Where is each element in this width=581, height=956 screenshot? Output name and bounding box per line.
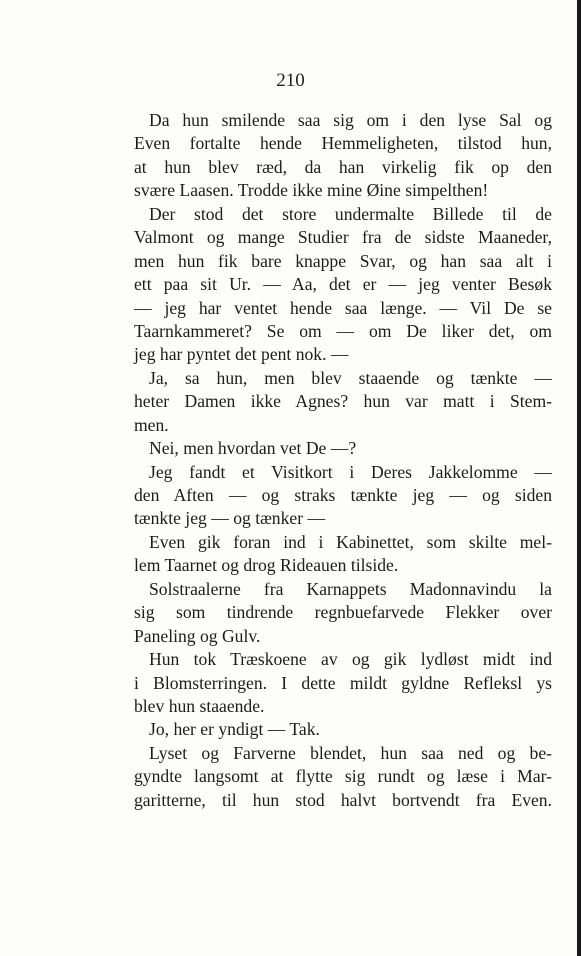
text-line: — jeg har ventet hende saa længe. — Vil De se: [134, 297, 552, 318]
text-line: Ja, sa hun, men blev staaende og tænkte —: [149, 367, 552, 388]
body-text: [134, 109, 552, 812]
text-line: ett paa sit Ur. — Aa, det er — jeg venter Besøk: [134, 274, 552, 295]
text-line: den Aften — og straks tænkte jeg — og siden: [134, 485, 552, 505]
text-line: garitterne, til hun stod halvt bortvendt fra Even.: [134, 789, 552, 810]
text-line: Even fortalte hende Hemmeligheten, tilstod hun,: [134, 133, 552, 154]
text-line: jeg har pyntet det pent nok. —: [134, 344, 349, 365]
page-edge-shadow: [577, 0, 581, 956]
text-line: blev hun staaende.: [134, 695, 265, 716]
page-number: 210: [276, 70, 305, 91]
text-line: i Blomsterringen. I dette mildt gyldne Refleksl ys: [134, 672, 552, 693]
text-line: men hun fik bare knappe Svar, og han saa alt i: [134, 250, 552, 271]
text-line: Lyset og Farverne blendet, hun saa ned og be-: [149, 742, 552, 763]
text-line: men.: [134, 414, 169, 435]
text-line: Taarnkammeret? Se om — om De liker det, om: [134, 320, 552, 341]
text-line: lem Taarnet og drog Rideauen tilside.: [134, 555, 399, 576]
text-line: Even gik foran ind i Kabinettet, som skilte mel-: [149, 531, 552, 552]
text-line: Da hun smilende saa sig om i den lyse Sal og: [149, 110, 552, 130]
text-line: Nei, men hvordan vet De —?: [149, 438, 357, 459]
text-line: Solstraalerne fra Karnappets Madonnavindu la: [149, 578, 552, 599]
text-line: Hun tok Træskoene av og gik lydløst midt ind: [149, 649, 552, 670]
text-line: tænkte jeg — og tænker —: [134, 508, 326, 529]
text-line: gyndte langsomt at flytte sig rundt og læse i Mar-: [134, 766, 552, 787]
text-line: heter Damen ikke Agnes? hun var matt i Stem-: [134, 391, 552, 412]
text-line: svære Laasen. Trodde ikke mine Øine simpelthen!: [134, 180, 489, 201]
text-line: sig som tindrende regnbuefarvede Flekker over: [134, 602, 552, 623]
text-line: Jeg fandt et Visitkort i Deres Jakkelomme —: [149, 461, 552, 482]
text-line: Valmont og mange Studier fra de sidste Maaneder,: [134, 227, 552, 248]
text-line: at hun blev ræd, da han virkelig fik op den: [134, 156, 552, 177]
text-line: Der stod det store undermalte Billede til de: [149, 203, 552, 224]
text-line: Jo, her er yndigt — Tak.: [149, 719, 320, 740]
text-line: Paneling og Gulv.: [134, 625, 261, 646]
